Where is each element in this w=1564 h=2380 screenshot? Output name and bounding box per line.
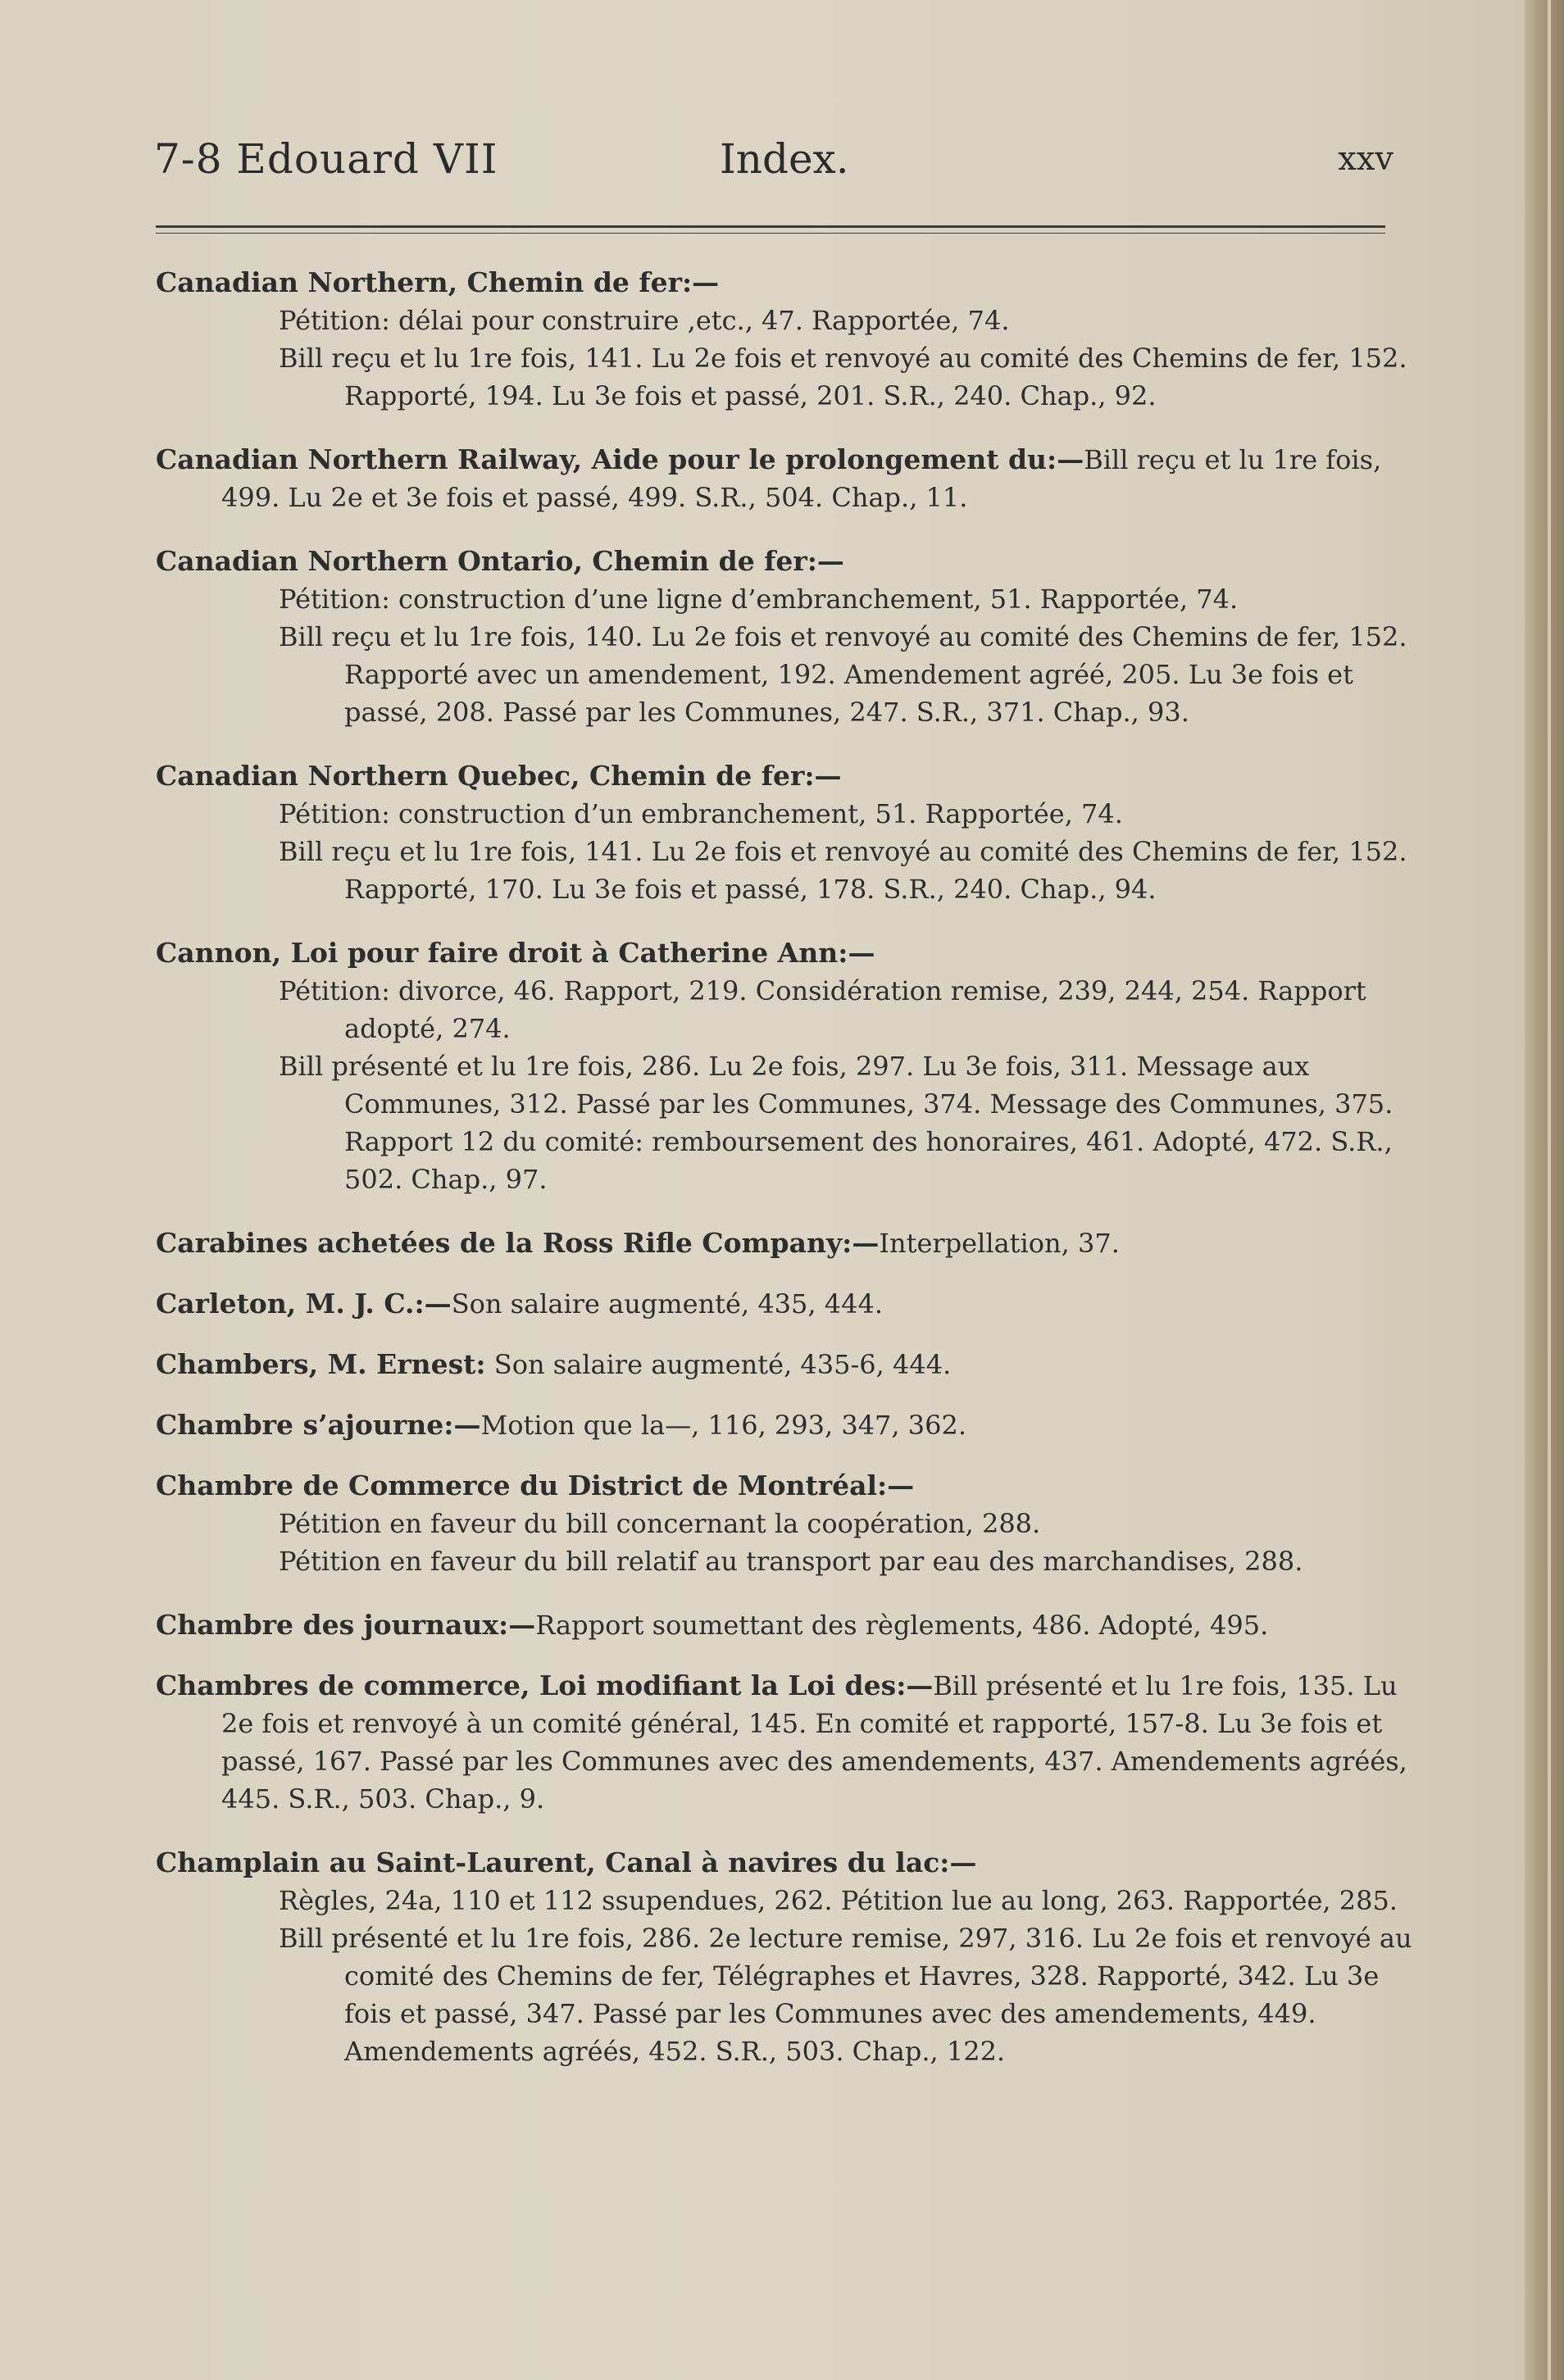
- entry-text: Motion que la—, 116, 293, 347, 362.: [480, 1410, 966, 1441]
- index-body: [156, 264, 1418, 2096]
- entry-title: Carleton, M. J. C.:—: [156, 1288, 452, 1319]
- header-left: 7-8 Edouard VII: [154, 135, 498, 183]
- entry-title: Canadian Northern Quebec, Chemin de fer:—: [156, 760, 842, 792]
- entry-paragraph: [156, 1285, 1418, 1323]
- index-entry: [156, 1844, 1418, 2070]
- entry-line: Bill reçu et lu 1re fois, 141. Lu 2e fois et renvoyé au comité des Chemins de fer, 152. Rapporté, 170. Lu 3e fois et passé, 178. S.R., 240. Chap., 94.: [279, 836, 1407, 905]
- entry-line: Règles, 24a, 110 et 112 ssupendues, 262. Pétition lue au long, 263. Rapportée, 285.: [279, 1885, 1398, 1916]
- entry-title: Chambres de commerce, Loi modifiant la Loi des:—: [156, 1669, 934, 1701]
- index-entry: [156, 264, 1418, 415]
- entry-paragraph: [156, 1406, 1418, 1444]
- index-entry: [156, 1346, 1418, 1383]
- index-entry: [156, 1606, 1418, 1644]
- header-center: Index.: [720, 135, 849, 183]
- index-entry: [156, 757, 1418, 908]
- entry-text: Son salaire augmenté, 435-6, 444.: [485, 1349, 952, 1380]
- entry-paragraph: [156, 1667, 1418, 1818]
- entry-line: Pétition: délai pour construire ,etc., 47. Rapportée, 74.: [279, 305, 1010, 336]
- header-page-number: xxv: [1338, 140, 1394, 178]
- entry-line: Bill présenté et lu 1re fois, 286. 2e lecture remise, 297, 316. Lu 2e fois et renvoyé au comité des Chemins de fer, Télégraphes et Havres, 328. Rapporté, 342. Lu 3e fois et passé, 347. Passé par les Communes avec des amendements, 449. Amendements agréés, 452. S.R., 503. Chap., 122.: [279, 1923, 1412, 2067]
- entry-title: Chambre des journaux:—: [156, 1609, 536, 1641]
- entry-paragraph: [156, 1346, 1418, 1383]
- entry-title: Carabines achetées de la Ross Rifle Company:—: [156, 1227, 880, 1259]
- entry-line: Pétition: construction d’un embranchement, 51. Rapportée, 74.: [279, 798, 1123, 829]
- index-entry: [156, 441, 1418, 516]
- index-entry: [156, 1467, 1418, 1580]
- entry-text: Bill reçu et lu 1re fois, 499. Lu 2e et 3e fois et passé, 499. S.R., 504. Chap., 11.: [221, 444, 1382, 513]
- entry-line: Pétition: divorce, 46. Rapport, 219. Considération remise, 239, 244, 254. Rapport adopté, 274.: [279, 975, 1366, 1044]
- entry-line: Pétition: construction d’une ligne d’embranchement, 51. Rapportée, 74.: [279, 584, 1239, 615]
- entry-title: Canadian Northern Ontario, Chemin de fer:—: [156, 545, 844, 577]
- header-rule-thin: [156, 233, 1385, 234]
- entry-text: Son salaire augmenté, 435, 444.: [451, 1288, 883, 1319]
- running-header: [154, 135, 1394, 193]
- entry-paragraph: [156, 1606, 1418, 1644]
- entry-title: Champlain au Saint-Laurent, Canal à navires du lac:—: [156, 1846, 977, 1878]
- header-rule: [156, 225, 1385, 228]
- entry-line: Bill reçu et lu 1re fois, 141. Lu 2e fois et renvoyé au comité des Chemins de fer, 152. Rapporté, 194. Lu 3e fois et passé, 201. S.R., 240. Chap., 92.: [279, 343, 1407, 411]
- entry-paragraph: [156, 441, 1418, 516]
- entry-title: Chambre de Commerce du District de Montréal:—: [156, 1469, 915, 1501]
- entry-paragraph: [156, 1224, 1418, 1262]
- entry-line: Bill présenté et lu 1re fois, 286. Lu 2e fois, 297. Lu 3e fois, 311. Message aux Communes, 312. Passé par les Communes, 374. Message des Communes, 375. Rapport 12 du comité: remboursement des honoraires, 461. Adopté, 472. S.R., 502. Chap., 97.: [279, 1051, 1394, 1195]
- index-entry: [156, 934, 1418, 1198]
- entry-line: Bill reçu et lu 1re fois, 140. Lu 2e fois et renvoyé au comité des Chemins de fer, 152. Rapporté avec un amendement, 192. Amendement agréé, 205. Lu 3e fois et passé, 208. Passé par les Communes, 247. S.R., 371. Chap., 93.: [279, 621, 1407, 728]
- entry-text: Bill présenté et lu 1re fois, 135. Lu 2e fois et renvoyé à un comité général, 145. En comité et rapporté, 157-8. Lu 3e fois et passé, 167. Passé par les Communes avec des amendements, 437. Amendements agréés, 445. S.R., 503. Chap., 9.: [221, 1670, 1407, 1815]
- book-spine: [1525, 0, 1564, 2380]
- entry-line: Pétition en faveur du bill concernant la coopération, 288.: [279, 1508, 1041, 1539]
- index-entry: [156, 1406, 1418, 1444]
- entry-line: Pétition en faveur du bill relatif au transport par eau des marchandises, 288.: [279, 1546, 1303, 1577]
- entry-text: Interpellation, 37.: [879, 1228, 1120, 1259]
- index-entry: [156, 1285, 1418, 1323]
- entry-title: Chambers, M. Ernest:: [156, 1348, 486, 1380]
- entry-text: Rapport soumettant des règlements, 486. Adopté, 495.: [535, 1610, 1269, 1641]
- index-entry: [156, 543, 1418, 731]
- entry-title: Chambre s’ajourne:—: [156, 1409, 481, 1441]
- entry-title: Canadian Northern Railway, Aide pour le prolongement du:—: [156, 443, 1084, 475]
- entry-title: Cannon, Loi pour faire droit à Catherine Ann:—: [156, 937, 875, 969]
- entry-title: Canadian Northern, Chemin de fer:—: [156, 266, 720, 298]
- index-entry: [156, 1224, 1418, 1262]
- spine-edge: [1548, 0, 1551, 2380]
- index-entry: [156, 1667, 1418, 1818]
